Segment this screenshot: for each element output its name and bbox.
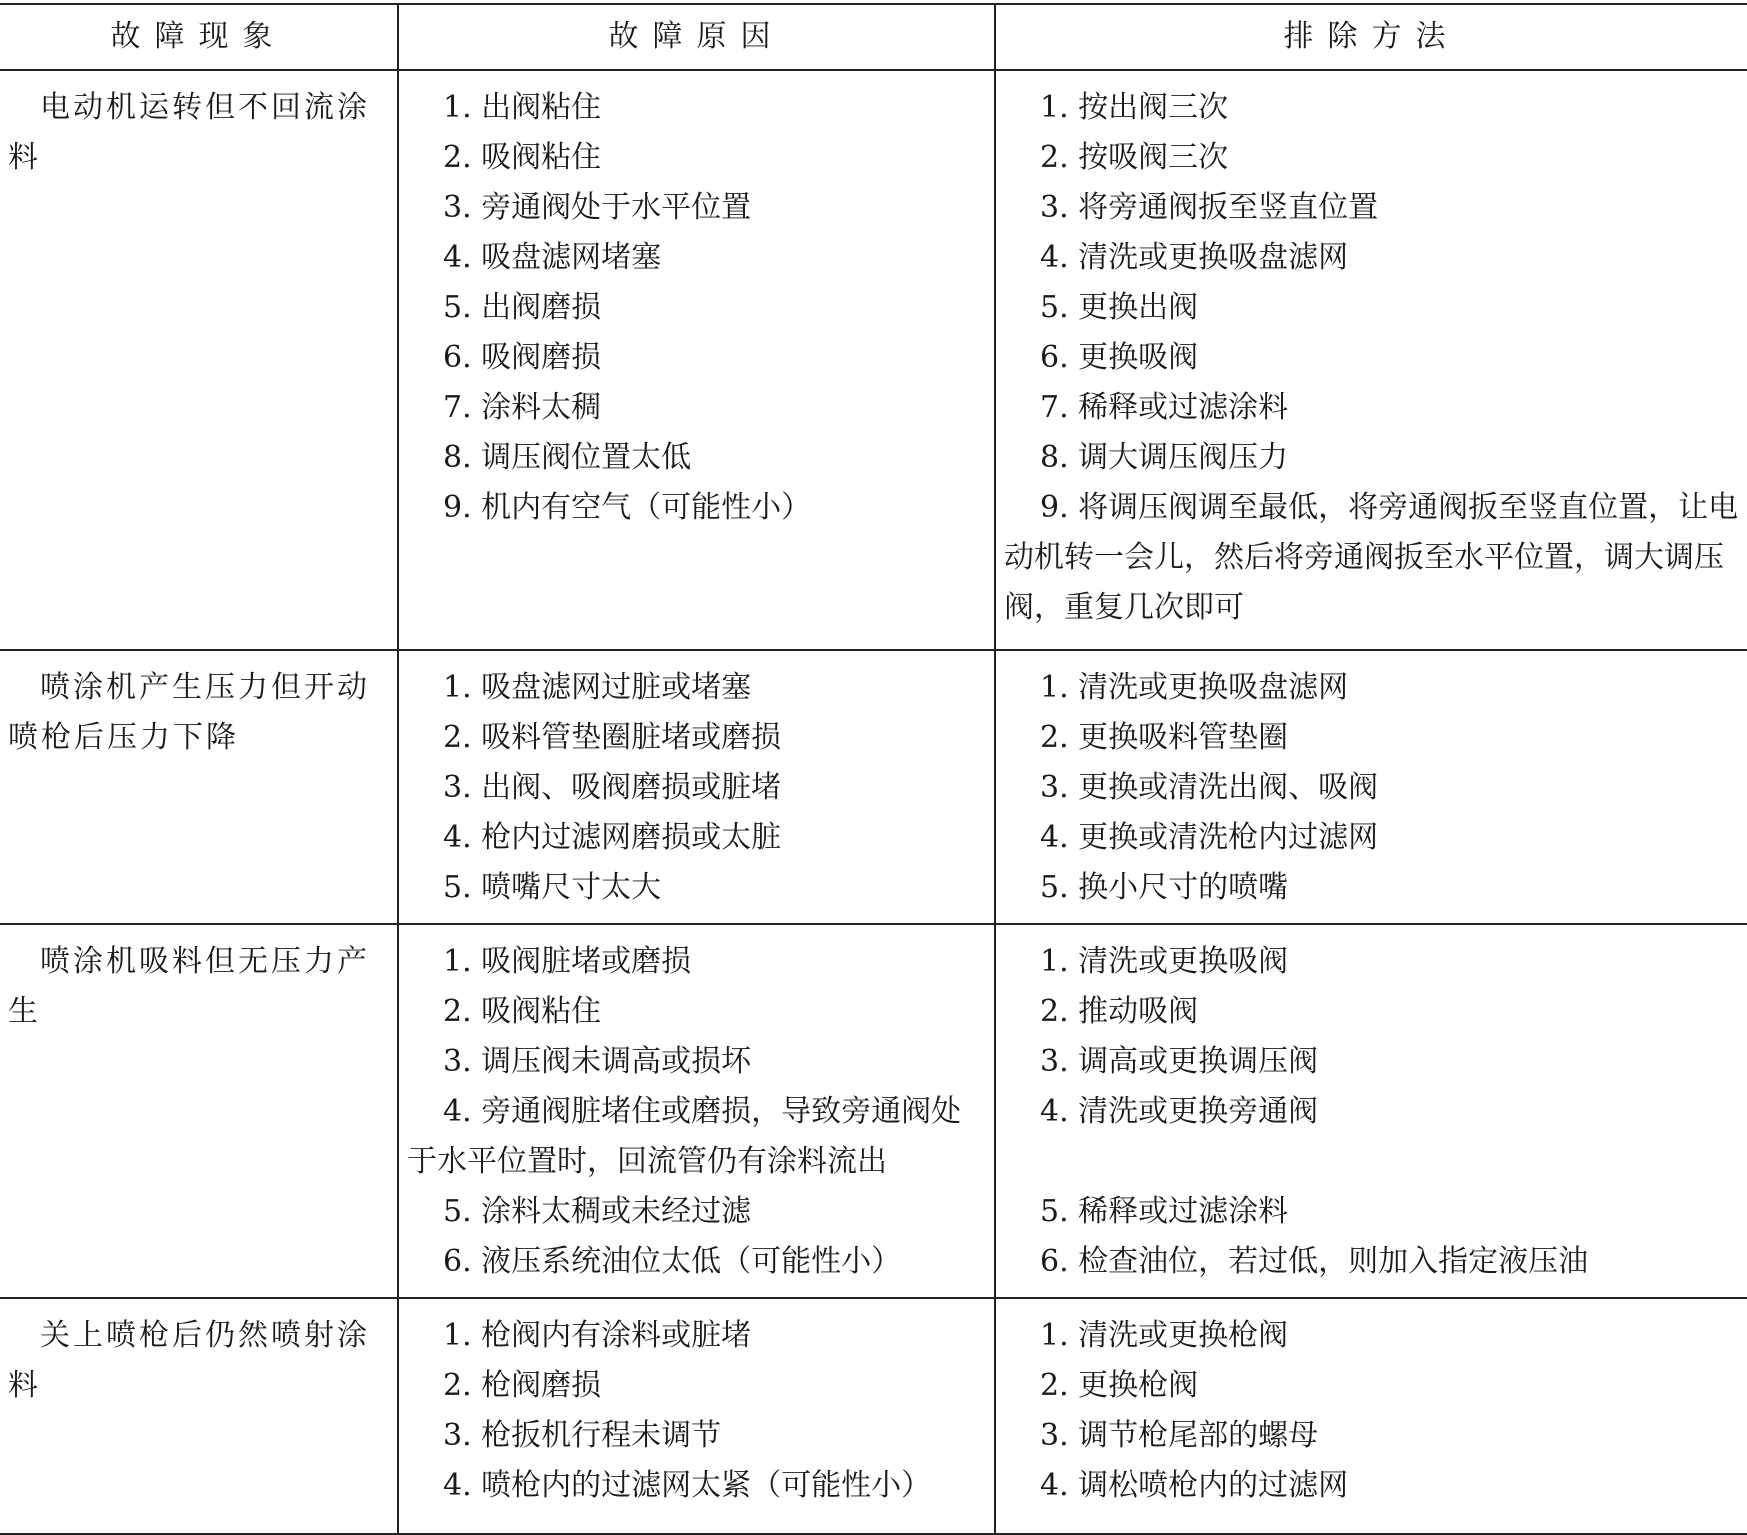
cause-cell — [398, 70, 995, 650]
troubleshooting-table — [0, 3, 1747, 1535]
remedy-item: 1. 按出阀三次 — [1040, 90, 1229, 125]
remedy-item: 5. 换小尺寸的喷嘴 — [1040, 870, 1289, 905]
symptom-cell: 关上喷枪后仍然喷射涂料 — [0, 1298, 398, 1534]
cause-item: 7. 涂料太稠 — [443, 390, 602, 425]
symptom-cell: 电动机运转但不回流涂料 — [0, 70, 398, 650]
cause-item: 1. 吸阀脏堵或磨损 — [443, 944, 692, 979]
cause-item: 5. 出阀磨损 — [443, 290, 602, 325]
remedy-item: 3. 调高或更换调压阀 — [1040, 1044, 1319, 1079]
remedy-cell — [995, 70, 1747, 650]
remedy-item: 5. 更换出阀 — [1040, 290, 1199, 325]
cause-item: 9. 机内有空气（可能性小） — [443, 490, 812, 525]
remedy-item: 1. 清洗或更换枪阀 — [1040, 1318, 1289, 1353]
cause-item: 1. 吸盘滤网过脏或堵塞 — [443, 670, 752, 705]
table-row — [0, 924, 1747, 1298]
header-symptom: 故障现象 — [0, 4, 398, 70]
cause-item: 2. 吸阀粘住 — [443, 994, 602, 1029]
cause-item: 5. 喷嘴尺寸太大 — [443, 870, 662, 905]
cause-cell — [398, 650, 995, 924]
cause-item: 3. 出阀、吸阀磨损或脏堵 — [443, 770, 782, 805]
cause-item: 8. 调压阀位置太低 — [443, 440, 692, 475]
cause-cell — [398, 1298, 995, 1534]
cause-item: 3. 调压阀未调高或损坏 — [443, 1044, 752, 1079]
symptom-cell: 喷涂机产生压力但开动喷枪后压力下降 — [0, 650, 398, 924]
remedy-cell — [995, 924, 1747, 1298]
cause-item: 6. 液压系统油位太低（可能性小） — [443, 1244, 902, 1279]
header-row — [0, 4, 1747, 70]
cause-item: 3. 旁通阀处于水平位置 — [443, 190, 752, 225]
cause-cell — [398, 924, 995, 1298]
remedy-item: 9. 将调压阀调至最低，将旁通阀扳至竖直位置，让电动机转一会儿，然后将旁通阀扳至水平位置，调大调压阀，重复几次即可 — [1004, 490, 1739, 625]
remedy-item: 3. 将旁通阀扳至竖直位置 — [1040, 190, 1379, 225]
remedy-item: 2. 按吸阀三次 — [1040, 140, 1229, 175]
cause-item: 4. 吸盘滤网堵塞 — [443, 240, 662, 275]
cause-item: 2. 吸料管垫圈脏堵或磨损 — [443, 720, 782, 755]
remedy-cell — [995, 1298, 1747, 1534]
remedy-item: 6. 检查油位，若过低，则加入指定液压油 — [1040, 1244, 1589, 1279]
remedy-item: 4. 调松喷枪内的过滤网 — [1040, 1468, 1349, 1503]
cause-item: 4. 枪内过滤网磨损或太脏 — [443, 820, 782, 855]
symptom-cell: 喷涂机吸料但无压力产生 — [0, 924, 398, 1298]
cause-item: 5. 涂料太稠或未经过滤 — [443, 1194, 752, 1229]
remedy-cell — [995, 650, 1747, 924]
remedy-item: 4. 更换或清洗枪内过滤网 — [1040, 820, 1379, 855]
remedy-item: 2. 更换吸料管垫圈 — [1040, 720, 1289, 755]
remedy-item: 5. 稀释或过滤涂料 — [1040, 1194, 1289, 1229]
cause-item: 3. 枪扳机行程未调节 — [443, 1418, 722, 1453]
cause-item: 2. 枪阀磨损 — [443, 1368, 602, 1403]
remedy-item: 4. 清洗或更换旁通阀 — [1040, 1094, 1319, 1129]
header-remedy: 排除方法 — [995, 4, 1747, 70]
table-row — [0, 1298, 1747, 1534]
remedy-item: 3. 更换或清洗出阀、吸阀 — [1040, 770, 1379, 805]
header-cause: 故障原因 — [398, 4, 995, 70]
table-row — [0, 650, 1747, 924]
cause-item: 6. 吸阀磨损 — [443, 340, 602, 375]
cause-item: 1. 枪阀内有涂料或脏堵 — [443, 1318, 752, 1353]
cause-item: 2. 吸阀粘住 — [443, 140, 602, 175]
remedy-item: 1. 清洗或更换吸盘滤网 — [1040, 670, 1349, 705]
remedy-item: 6. 更换吸阀 — [1040, 340, 1199, 375]
remedy-item: 4. 清洗或更换吸盘滤网 — [1040, 240, 1349, 275]
remedy-item: 2. 推动吸阀 — [1040, 994, 1199, 1029]
cause-item: 4. 喷枪内的过滤网太紧（可能性小） — [443, 1468, 932, 1503]
remedy-item: 7. 稀释或过滤涂料 — [1040, 390, 1289, 425]
remedy-item: 8. 调大调压阀压力 — [1040, 440, 1289, 475]
cause-item: 1. 出阀粘住 — [443, 90, 602, 125]
spacer — [1004, 1137, 1741, 1187]
remedy-item: 3. 调节枪尾部的螺母 — [1040, 1418, 1319, 1453]
remedy-item: 1. 清洗或更换吸阀 — [1040, 944, 1289, 979]
remedy-item: 2. 更换枪阀 — [1040, 1368, 1199, 1403]
table-row — [0, 70, 1747, 650]
cause-item: 4. 旁通阀脏堵住或磨损，导致旁通阀处于水平位置时，回流管仍有涂料流出 — [407, 1094, 962, 1179]
